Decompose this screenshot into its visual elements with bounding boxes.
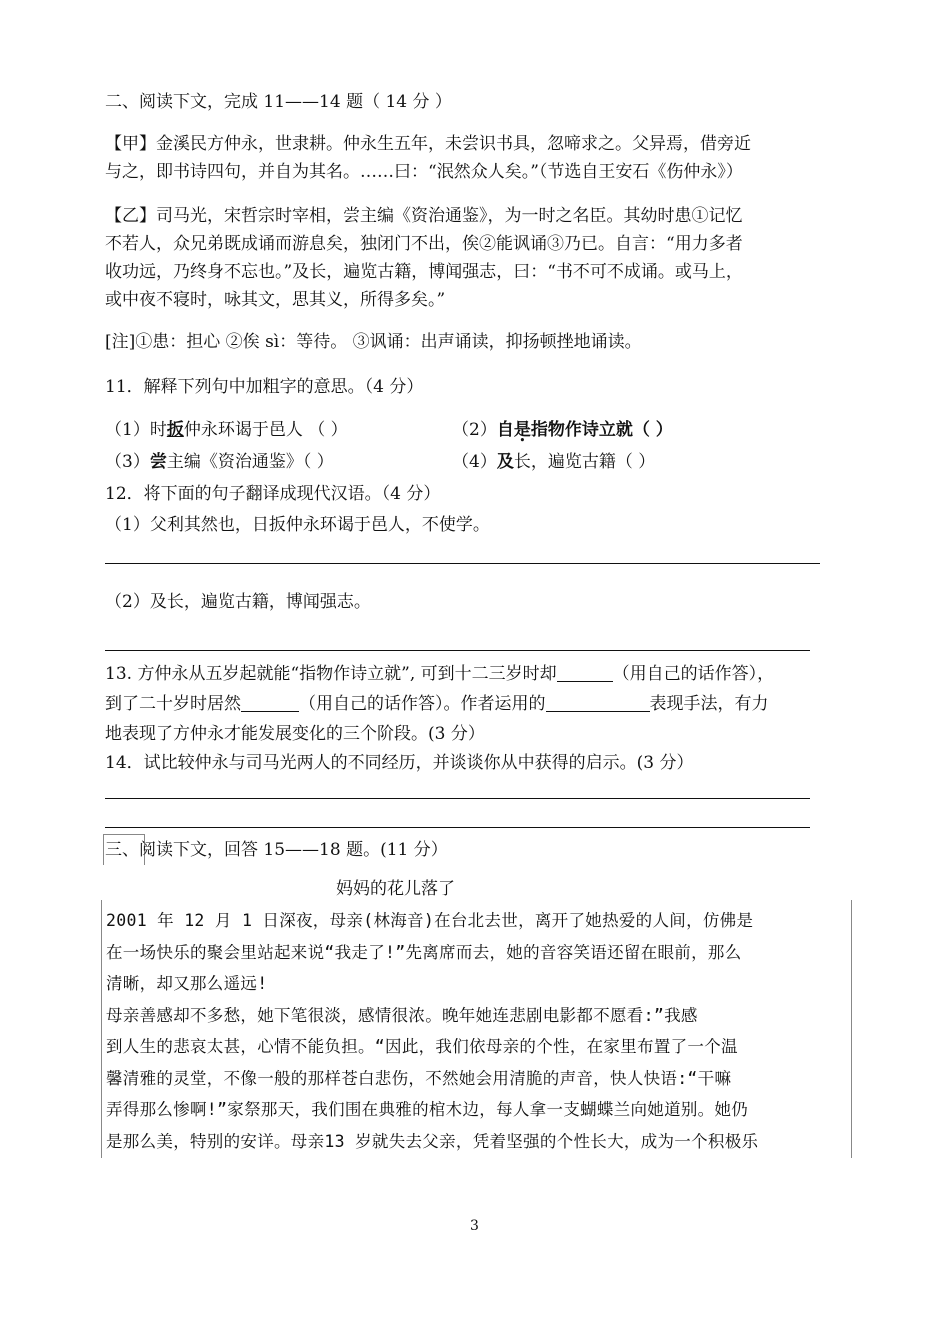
q13-line1-text-b: （用自己的话作答）， [612,664,775,684]
question-12-item2: （2）及长，遍览古籍，博闻强志。 [105,592,371,612]
passage-yi-line2: 不若人，众兄弟既成诵而游息矣，独闭门不出，俟②能讽诵③乃已。自言：“用力多者 [105,234,743,254]
question-12: 12．将下面的句子翻译成现代汉语。（4 分） [105,484,441,504]
question-13-line1 [105,662,774,686]
q13-line1-text-a: 13. 方仲永从五岁起就能“指物作诗立就”, 可到十二三岁时却 [105,664,557,684]
q13-blank1[interactable] [557,663,613,682]
answer-line-q14-1[interactable] [105,798,810,799]
question-13-line3: 地表现了方仲永才能发展变化的三个阶段。(3 分） [105,724,485,744]
question-13-line2 [105,692,769,716]
article-line7: 弄得那么惨啊!”家祭那天，我们围在典雅的棺木边，每人拿一支蝴蝶兰向她道别。她仍 [106,1100,749,1119]
q11-item4-suffix: 长，遍览古籍（ ） [513,452,656,472]
q11-item2-suffix: 指物作诗立就（ ） [530,420,673,440]
passage-yi-line4: 或中夜不寝时，咏其文，思其义，所得多矣。” [105,290,446,310]
q11-item3-suffix: 主编《资治通鉴》（ ） [166,452,334,472]
article-line1: 2001 年 12 月 1 日深夜，母亲(林海音)在台北去世，离开了她热爱的人间，仿佛是 [106,911,754,930]
article-line6: 馨清雅的灵堂，不像一般的那样苍白悲伤，不然她会用清脆的声音，快人快语:“干嘛 [106,1069,732,1088]
passage-jia-line2: 与之，即书诗四句，并自为其名。……曰：“泯然众人矣。”（节选自王安石《伤仲永》） [105,162,743,182]
q11-item1-prefix: （1）时 [105,420,167,440]
article-line4: 母亲善感却不多愁，她下笔很淡，感情很浓。晚年她连悲剧电影都不愿看:”我感 [106,1006,698,1025]
page-number: 3 [470,1218,479,1234]
answer-line-q12-2[interactable] [105,650,810,651]
answer-line-q14-2[interactable] [105,827,810,828]
q11-item3-prefix: （3） [105,452,150,472]
answer-line-q12-1[interactable] [105,563,820,564]
q11-item4-prefix: （4） [452,452,497,472]
q13-blank3[interactable] [546,693,650,712]
passage-yi-line3: 收功远，乃终身不忘也。”及长，遍览古籍，博闻强志，曰：“书不可不成诵。或马上， [105,262,743,282]
passage-jia-line1: 【甲】金溪民方仲永，世隶耕。仲永生五年，未尝识书具，忽啼求之。父异焉，借旁近 [105,134,751,154]
question-11-item1 [105,418,348,442]
passage-yi-line1: 【乙】司马光，宋哲宗时宰相，尝主编《资治通鉴》，为一时之名臣。其幼时患①记忆 [105,206,743,226]
article-line2: 在一场快乐的聚会里站起来说“我走了!”先离席而去，她的音容笑语还留在眼前，那么 [106,943,742,962]
article-line5: 到人生的悲哀太甚，心情不能负担。“因此，我们依母亲的个性，在家里布置了一个温 [106,1037,738,1056]
q13-line2-text-b: （用自己的话作答）。作者运用的 [299,694,546,714]
article-line8: 是那么美，特别的安详。母亲13 岁就失去父亲，凭着坚强的个性长大，成为一个积极乐 [106,1132,759,1151]
question-12-item1: （1）父利其然也，日扳仲永环谒于邑人，不使学。 [105,515,490,535]
q11-item1-bold-char: 扳 [166,420,184,440]
section3-heading: 三、阅读下文，回答 15——18 题。(11 分） [105,840,448,860]
question-11: 11．解释下列句中加粗字的意思。（4 分） [105,377,424,397]
section2-heading: 二、阅读下文，完成 11——14 题（ 14 分 ） [105,92,452,112]
annotation-note: [注]①患：担心 ②俟 sì：等待。 ③讽诵：出声诵读，抑扬顿挫地诵读。 [105,332,642,352]
q11-item3-bold-char: 尝 [149,452,167,472]
q11-item2-bold-char1: 自 [496,420,514,440]
q11-item2-prefix: （2） [452,420,497,440]
question-14: 14．试比较仲永与司马光两人的不同经历，并谈谈你从中获得的启示。(3 分） [105,753,694,773]
q13-line2-text-c: 表现手法，有力 [649,694,769,714]
q13-line2-text-a: 到了二十岁时居然 [105,694,241,714]
article-line3: 清晰，却又那么遥远! [106,974,268,993]
q13-blank2[interactable] [241,693,299,712]
q11-item2-bold-char2: 是 [513,420,531,440]
question-11-item3 [105,450,334,474]
article-title: 妈妈的花儿落了 [336,879,455,899]
q11-item4-bold-char: 及 [496,452,514,472]
question-11-item4 [452,450,655,474]
question-11-item2 [452,418,673,442]
q11-item1-suffix: 仲永环谒于邑人 （ ） [183,420,348,440]
